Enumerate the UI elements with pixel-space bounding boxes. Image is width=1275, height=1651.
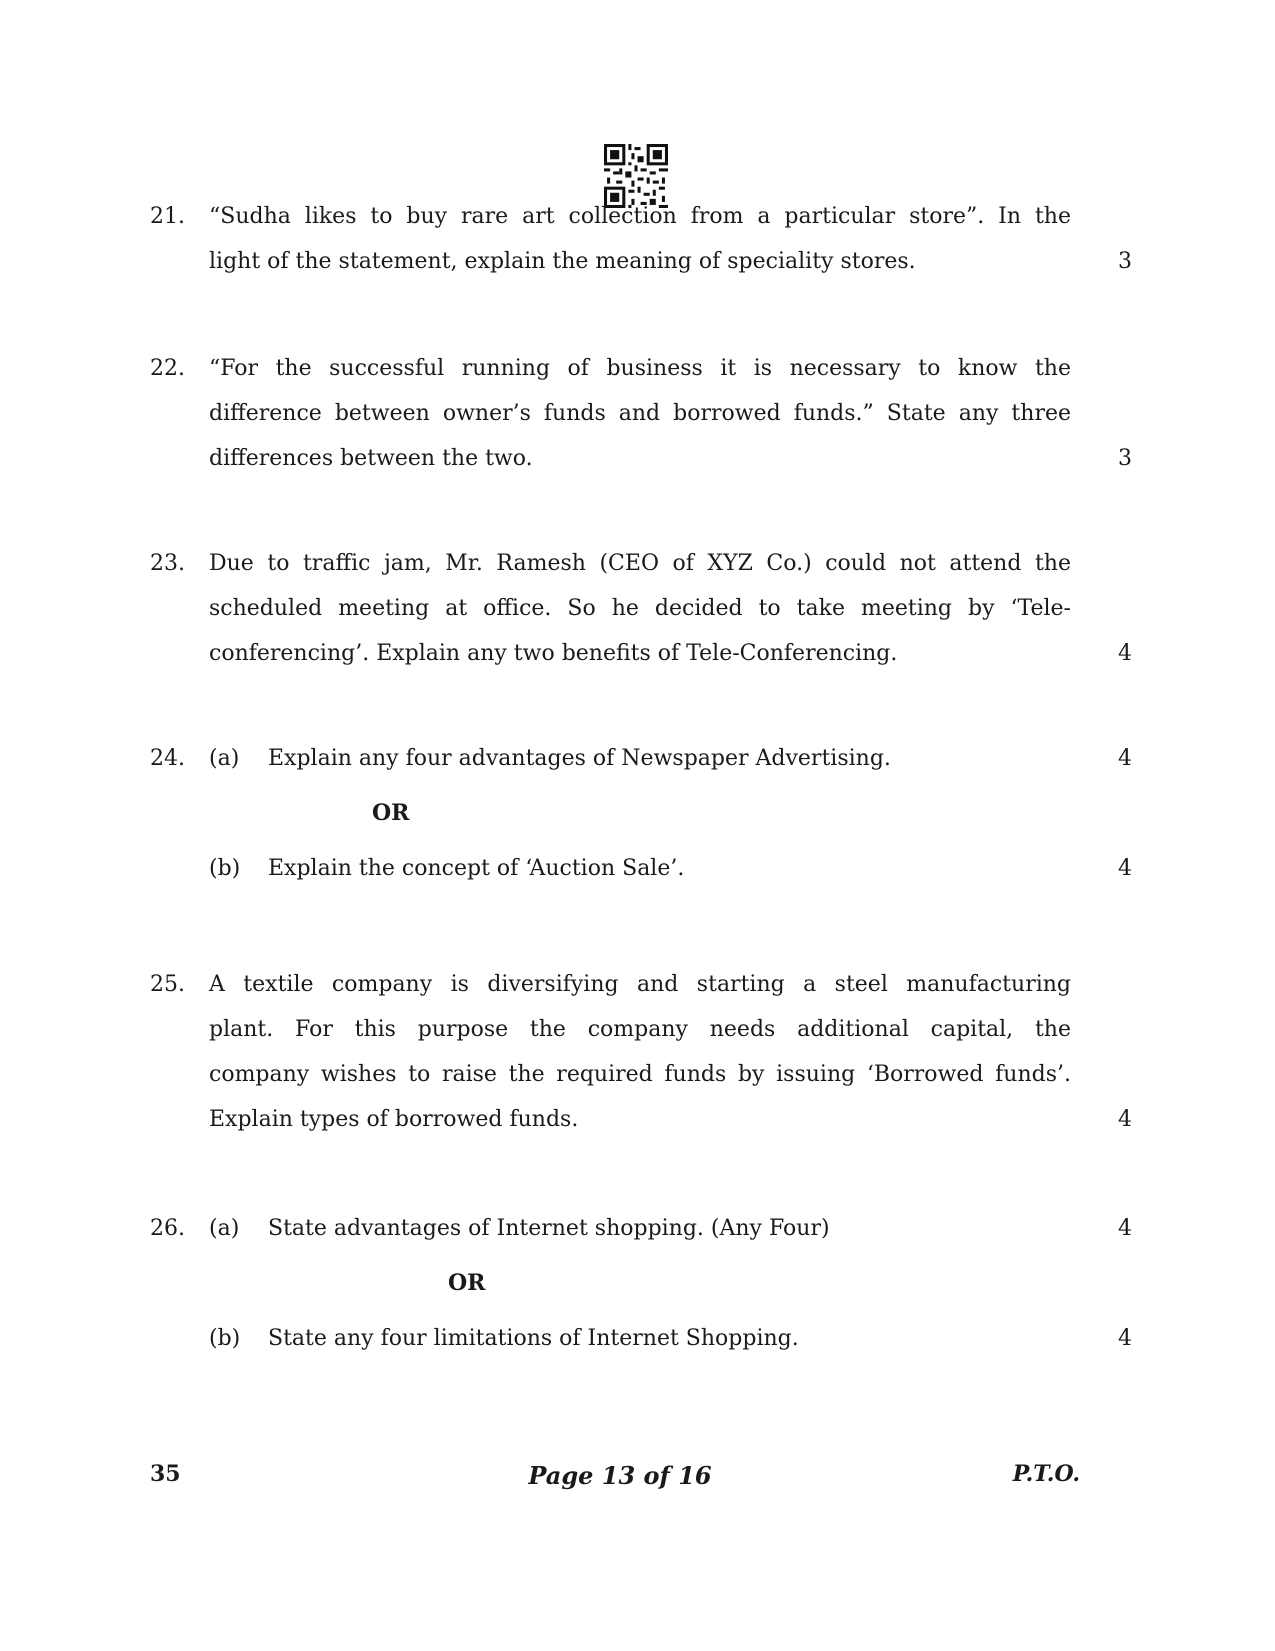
option-a-label: (a) xyxy=(209,746,240,771)
marks: 4 xyxy=(1118,1107,1132,1132)
question-number: 22. xyxy=(150,356,185,381)
marks: 4 xyxy=(1118,641,1132,666)
question-line: “For the successful running of business it is necessary to know the xyxy=(209,356,1071,381)
pto-label: P.T.O. xyxy=(1012,1461,1080,1487)
option-a-label: (a) xyxy=(209,1216,240,1241)
marks: 4 xyxy=(1118,1326,1132,1351)
question-26 xyxy=(150,1206,1150,1366)
option-b-label: (b) xyxy=(209,1326,241,1351)
question-line: plant. For this purpose the company needs additional capital, the xyxy=(209,1017,1071,1042)
question-number: 23. xyxy=(150,551,185,576)
page-number: Page 13 of 16 xyxy=(528,1461,712,1490)
option-a-text: Explain any four advantages of Newspaper Advertising. xyxy=(268,746,891,771)
question-text xyxy=(209,541,1071,676)
paper-code: 35 xyxy=(150,1461,181,1487)
option-b-text: State any four limitations of Internet Shopping. xyxy=(268,1326,799,1351)
question-line: Due to traffic jam, Mr. Ramesh (CEO of XYZ Co.) could not attend the xyxy=(209,551,1071,576)
question-text xyxy=(209,962,1071,1142)
question-line: “Sudha likes to buy rare art collection from a particular store”. In the xyxy=(209,204,1071,229)
or-separator: OR xyxy=(372,800,410,826)
question-number: 21. xyxy=(150,204,185,229)
question-line: company wishes to raise the required funds by issuing ‘Borrowed funds’. xyxy=(209,1062,1071,1087)
or-separator: OR xyxy=(448,1270,486,1296)
question-line: conferencing’. Explain any two benefits of Tele-Conferencing. xyxy=(209,641,898,666)
question-line: light of the statement, explain the meaning of speciality stores. xyxy=(209,249,916,274)
question-number: 26. xyxy=(150,1216,185,1241)
marks: 4 xyxy=(1118,746,1132,771)
question-text xyxy=(209,346,1071,481)
question-number: 25. xyxy=(150,972,185,997)
marks: 4 xyxy=(1118,1216,1132,1241)
marks: 3 xyxy=(1118,446,1132,471)
marks: 4 xyxy=(1118,856,1132,881)
option-a-text: State advantages of Internet shopping. (Any Four) xyxy=(268,1216,830,1241)
question-line: scheduled meeting at office. So he decided to take meeting by ‘Tele- xyxy=(209,596,1071,621)
option-b-label: (b) xyxy=(209,856,241,881)
question-line: Explain types of borrowed funds. xyxy=(209,1107,579,1132)
question-line: A textile company is diversifying and starting a steel manufacturing xyxy=(209,972,1071,997)
marks: 3 xyxy=(1118,249,1132,274)
question-text xyxy=(209,194,1071,284)
question-line: difference between owner’s funds and borrowed funds.” State any three xyxy=(209,401,1071,426)
question-line: differences between the two. xyxy=(209,446,533,471)
question-24 xyxy=(150,736,1150,896)
question-number: 24. xyxy=(150,746,185,771)
option-b-text: Explain the concept of ‘Auction Sale’. xyxy=(268,856,685,881)
